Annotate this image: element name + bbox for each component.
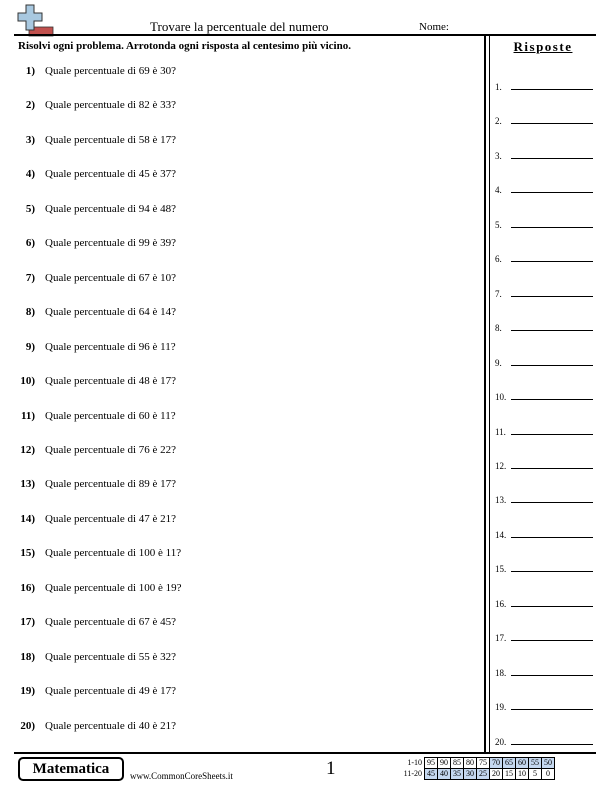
problem-number: 17) [20,616,35,629]
problem-text: Quale percentuale di 48 è 17? [45,375,177,388]
problem-row [0,168,480,184]
score-cell: 45 [425,769,438,780]
answers-title: Risposte [513,39,573,54]
footer-divider [14,752,596,754]
problem-row [0,272,480,288]
answer-number: 6. [495,254,502,265]
answer-row [495,489,595,505]
header-divider [14,34,596,36]
answer-row [495,731,595,747]
answer-blank[interactable] [511,537,593,538]
score-cell: 65 [503,758,516,769]
answer-blank[interactable] [511,709,593,710]
problem-number: 10) [20,375,35,388]
score-cell: 85 [451,758,464,769]
score-cell: 40 [438,769,451,780]
answer-number: 9. [495,357,502,368]
answer-blank[interactable] [511,330,593,331]
problem-number: 12) [20,443,35,456]
problem-row [0,134,480,150]
answer-blank[interactable] [511,89,593,90]
problem-text: Quale percentuale di 69 è 30? [45,65,177,77]
score-cell: 15 [503,769,516,780]
answer-row [495,662,595,678]
problem-number: 1) [25,65,35,77]
answer-blank[interactable] [511,296,593,297]
answer-blank[interactable] [511,158,593,159]
score-cell: 5 [529,769,542,780]
answer-number: 13. [495,495,507,506]
problem-row [0,720,480,736]
answer-blank[interactable] [511,744,593,745]
problem-text: Quale percentuale di 96 è 11? [45,340,176,353]
problem-text: Quale percentuale di 67 è 45? [45,616,177,629]
score-cell: 10 [516,769,529,780]
answer-number: 11. [495,426,506,437]
problem-row [0,203,480,219]
answer-blank[interactable] [511,192,593,193]
answer-number: 18. [495,667,507,678]
score-cell: 90 [438,758,451,769]
answer-row [495,558,595,574]
problem-text: Quale percentuale di 40 è 21? [45,719,177,732]
problem-number: 7) [25,271,35,284]
score-row [392,758,555,769]
problem-number: 3) [25,133,35,146]
answer-row [495,352,595,368]
problem-row [0,513,480,529]
problem-row [0,547,480,563]
problem-row [0,582,480,598]
problem-number: 9) [25,340,35,353]
score-cell: 55 [529,758,542,769]
problem-text: Quale percentuale di 55 è 32? [45,650,177,663]
score-cell: 60 [516,758,529,769]
problem-text: Quale percentuale di 82 è 33? [45,99,177,112]
answer-row [495,76,595,92]
problem-text: Quale percentuale di 94 è 48? [45,202,177,215]
problem-text: Quale percentuale di 60 è 11? [45,409,176,422]
answer-row [495,248,595,264]
problem-number: 13) [20,478,35,491]
answer-row [495,110,595,126]
problem-number: 20) [20,719,35,732]
score-cell: 0 [542,769,555,780]
score-row-label: 1-10 [407,758,422,767]
answer-row [495,283,595,299]
website-url: www.CommonCoreSheets.it [130,771,233,781]
score-cell: 35 [451,769,464,780]
score-cell: 70 [490,758,503,769]
problem-text: Quale percentuale di 58 è 17? [45,133,177,146]
answer-number: 5. [495,219,502,230]
problem-number: 18) [20,650,35,663]
answer-row [495,179,595,195]
problem-number: 11) [20,409,35,422]
problem-row [0,237,480,253]
problem-number: 2) [25,99,35,112]
answer-blank[interactable] [511,434,593,435]
score-cell: 30 [464,769,477,780]
answer-row [495,421,595,437]
problem-row [0,99,480,115]
problem-number: 6) [25,237,35,250]
problem-text: Quale percentuale di 89 è 17? [45,478,177,491]
page-title: Trovare la percentuale del numero [150,19,329,34]
score-cell: 25 [477,769,490,780]
answer-number: 4. [495,185,502,196]
answer-row [495,627,595,643]
answer-blank[interactable] [511,399,593,400]
brand-badge: Matematica [18,757,124,781]
problem-number: 14) [20,512,35,525]
logo-icon [17,3,57,37]
score-row-label: 11-20 [403,769,422,778]
answer-blank[interactable] [511,261,593,262]
problem-text: Quale percentuale di 100 è 19? [45,581,182,594]
answer-blank[interactable] [511,365,593,366]
answer-number: 12. [495,460,507,471]
score-table [392,757,555,780]
answer-number: 1. [495,82,502,92]
problem-number: 5) [25,202,35,215]
problem-number: 16) [20,581,35,594]
score-cell: 95 [425,758,438,769]
answer-blank[interactable] [511,123,593,124]
problem-text: Quale percentuale di 45 è 37? [45,168,177,181]
problem-number: 15) [20,547,35,560]
page-number: 1 [326,758,336,779]
answer-number: 7. [495,288,502,299]
answer-number: 19. [495,702,507,713]
answer-blank[interactable] [511,227,593,228]
problem-text: Quale percentuale di 64 è 14? [45,306,177,319]
problem-text: Quale percentuale di 76 è 22? [45,443,177,456]
answer-row [495,593,595,609]
answer-number: 17. [495,633,507,644]
problem-row [0,616,480,632]
problem-row [0,306,480,322]
answers-column-divider [484,35,486,752]
answer-row [495,455,595,471]
answer-row [495,317,595,333]
answer-number: 14. [495,529,507,540]
answers-column-divider-inner [489,35,490,752]
answer-number: 10. [495,392,507,403]
answer-row [495,524,595,540]
instructions: Risolvi ogni problema. Arrotonda ogni risposta al centesimo più vicino. [18,40,351,52]
answer-row [495,145,595,161]
answer-number: 2. [495,116,502,127]
problem-text: Quale percentuale di 67 è 10? [45,271,177,284]
answer-number: 3. [495,150,502,161]
answer-row [495,696,595,712]
answer-number: 20. [495,736,507,747]
problem-row [0,478,480,494]
answer-number: 8. [495,323,502,334]
answer-row [495,386,595,402]
score-cell: 20 [490,769,503,780]
problem-number: 4) [25,168,35,181]
answer-blank[interactable] [511,571,593,572]
answer-blank[interactable] [511,675,593,676]
score-cell: 50 [542,758,555,769]
answer-number: 15. [495,564,507,575]
problem-row [0,685,480,701]
problem-number: 19) [20,685,35,698]
answer-blank[interactable] [511,468,593,469]
answer-blank[interactable] [511,502,593,503]
score-row [392,769,555,780]
problem-row [0,444,480,460]
score-cell: 80 [464,758,477,769]
score-cell: 75 [477,758,490,769]
problem-row [0,651,480,667]
problem-text: Quale percentuale di 100 è 11? [45,547,182,560]
name-label: Nome: [419,21,449,33]
problem-text: Quale percentuale di 49 è 17? [45,685,177,698]
problem-row [0,65,480,81]
problem-text: Quale percentuale di 99 è 39? [45,237,177,250]
problem-row [0,375,480,391]
problem-number: 8) [25,306,35,319]
problem-row [0,341,480,357]
answer-row [495,214,595,230]
problem-text: Quale percentuale di 47 è 21? [45,512,177,525]
problem-row [0,410,480,426]
answer-blank[interactable] [511,640,593,641]
answer-blank[interactable] [511,606,593,607]
answer-number: 16. [495,598,507,609]
